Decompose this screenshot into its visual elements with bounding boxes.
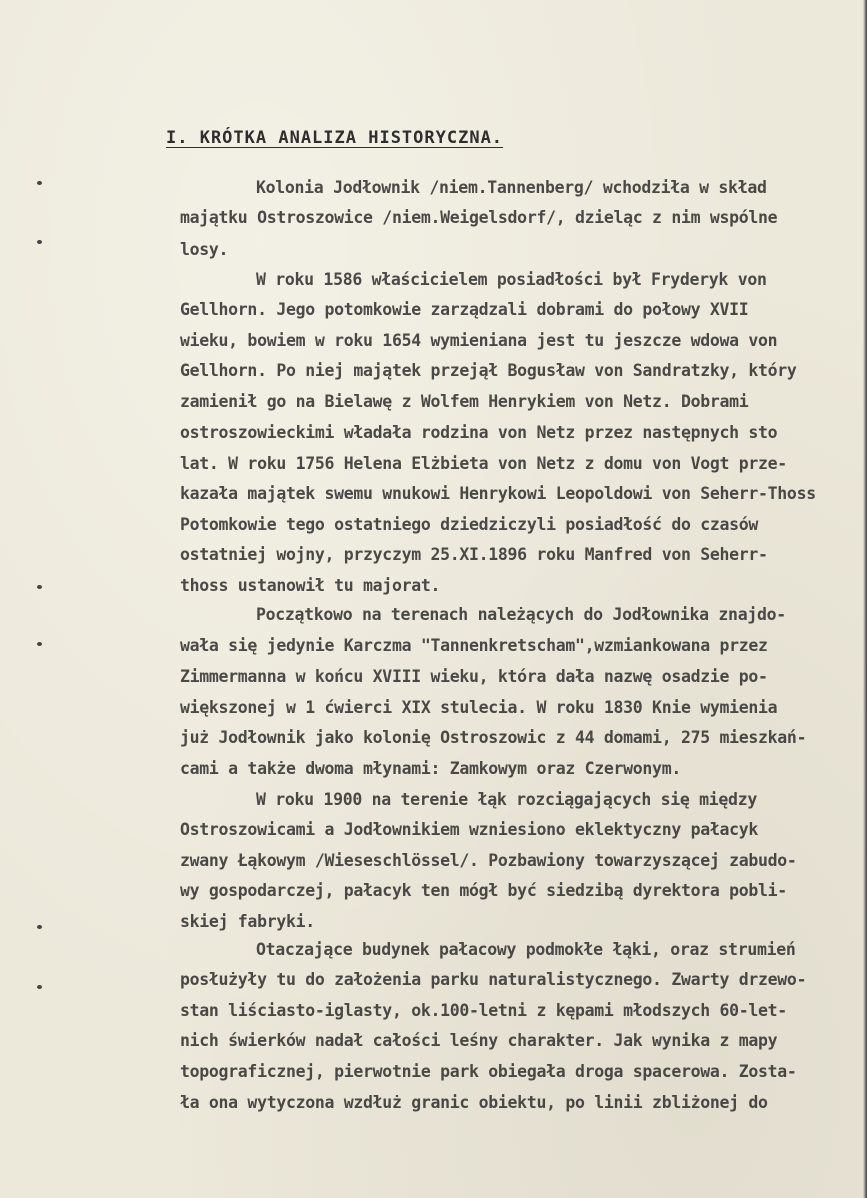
text-line: kazała majątek swemu wnukowi Henrykowi Leopoldowi von Seherr-Thoss [180,484,816,503]
punch-hole-mark [37,240,42,244]
text-line: Gellhorn. Jego potomkowie zarządzali dobrami do połowy XVII [180,300,749,319]
punch-hole-mark [37,925,42,929]
text-line: Gellhorn. Po niej majątek przejął Bogusław von Sandratzky, który [180,361,797,380]
punch-hole-mark [37,642,42,646]
text-line: nich świerków nadał całości leśny charakter. Jak wynika z mapy [180,1031,778,1050]
text-line: posłużyły tu do założenia parku naturalistycznego. Zwarty drzewo- [180,970,807,989]
section-heading: I. KRÓTKA ANALIZA HISTORYCZNA. [166,128,504,148]
punch-hole-mark [37,985,42,989]
text-line: wieku, bowiem w roku 1654 wymieniana jest tu jeszcze wdowa von [180,331,778,350]
text-line: losy. [180,240,229,259]
text-line: majątku Ostroszowice /niem.Weigelsdorf/, dzieląc z nim wspólne [180,208,778,227]
text-line: W roku 1586 właścicielem posiadłości był Fryderyk von [256,270,767,289]
text-line: Zimmermanna w końcu XVIII wieku, która dała nazwę osadzie po- [180,667,768,686]
text-line: ostatniej wojny, przyczym 25.XI.1896 roku Manfred von Seherr- [180,545,768,564]
text-line: Potomkowie tego ostatniego dziedziczyli posiadłość do czasów [180,515,759,534]
punch-hole-mark [37,585,42,589]
text-line: topograficznej, pierwotnie park obiegała droga spacerowa. Zosta- [180,1062,797,1081]
text-line: większonej w 1 ćwierci XIX stulecia. W roku 1830 Knie wymienia [180,698,778,717]
text-line: ostroszowieckimi władała rodzina von Netz przez następnych sto [180,423,778,442]
text-line: Ostroszowicami a Jodłownikiem wzniesiono eklektyczny pałacyk [180,820,759,839]
text-line: już Jodłownik jako kolonię Ostroszowic z 44 domami, 275 mieszkań- [180,728,807,747]
text-line: cami a także dwoma młynami: Zamkowym oraz Czerwonym. [180,759,681,778]
punch-hole-mark [37,181,42,185]
text-line: Początkowo na terenach należących do Jodłownika znajdo- [256,605,786,624]
text-line: Kolonia Jodłownik /niem.Tannenberg/ wchodziła w skład [256,178,767,197]
text-line: stan liściasto-iglasty, ok.100-letni z kępami młodszych 60-let- [180,1001,787,1020]
text-line: zamienił go na Bielawę z Wolfem Henrykiem von Netz. Dobrami [180,392,749,411]
text-line: lat. W roku 1756 Helena Elżbieta von Netz z domu von Vogt prze- [180,454,787,473]
text-line: wała się jedynie Karczma "Tannenkretscham",wzmiankowana przez [180,636,768,655]
text-line: ła ona wytyczona wzdłuż granic obiektu, po linii zbliżonej do [180,1093,768,1112]
text-line: Otaczające budynek pałacowy podmokłe łąki, oraz strumień [256,940,796,959]
page-edge-shadow [863,0,867,1198]
text-line: W roku 1900 na terenie łąk rozciągających się między [256,790,757,809]
text-line: thoss ustanowił tu majorat. [180,576,441,595]
text-line: skiej fabryki. [180,912,315,931]
text-line: wy gospodarczej, pałacyk ten mógł być siedzibą dyrektora pobli- [180,881,787,900]
text-line: zwany Łąkowym /Wieseschlössel/. Pozbawiony towarzyszącej zabudo- [180,851,797,870]
